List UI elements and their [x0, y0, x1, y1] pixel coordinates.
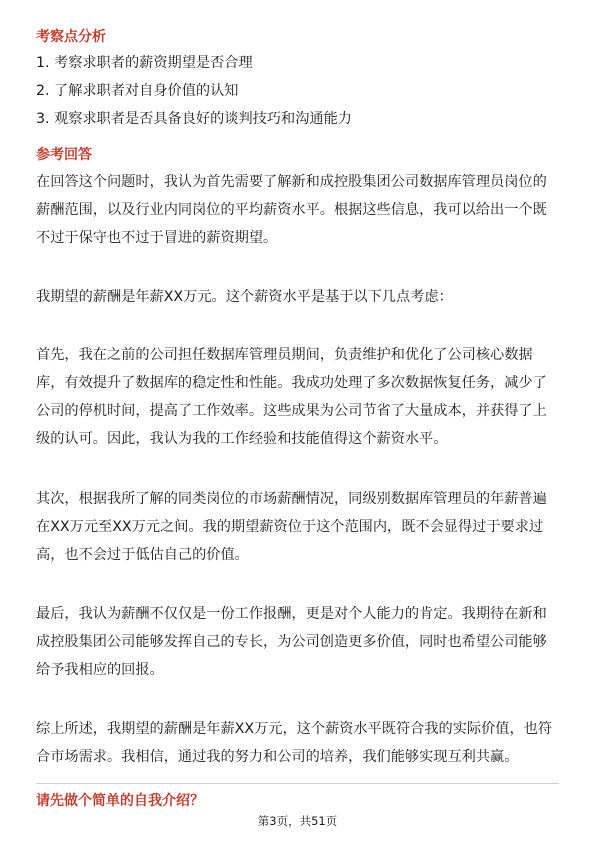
answer-line: 给予我相应的回报。	[36, 662, 164, 678]
answer-line: 高，也不会过于低估自己的价值。	[36, 547, 249, 563]
page-footer: 第3页，共51页	[257, 814, 338, 828]
answer-line: 首先，我在之前的公司担任数据库管理员期间，负责维护和优化了公司核心数据	[36, 347, 533, 363]
answer-line: 成控股集团公司能够发挥自己的专长，为公司创造更多价值，同时也希望公司能够	[36, 634, 547, 650]
answer-line: 库，有效提升了数据库的稳定性和性能。我成功处理了多次数据恢复任务，减少了	[36, 375, 547, 391]
answer-line: 不过于保守也不过于冒进的薪资期望。	[36, 230, 278, 246]
answer-line: 级的认可。因此，我认为我的工作经验和技能值得这个薪资水平。	[36, 431, 448, 447]
answer-line: 薪酬范围，以及行业内同岗位的平均薪资水平。根据这些信息，我可以给出一个既	[36, 202, 547, 218]
answer-line: 其次，根据我所了解的同类岗位的市场薪酬情况，同级别数据库管理员的年薪普遍	[36, 491, 547, 507]
answer-line: 合市场需求。我相信，通过我的努力和公司的培养，我们能够实现互利共赢。	[36, 749, 519, 765]
analysis-item: 2. 了解求职者对自身价值的认知	[36, 83, 239, 99]
analysis-item: 1. 考察求职者的薪资期望是否合理	[36, 55, 253, 71]
answer-line: 综上所述，我期望的薪酬是年薪XX万元，这个薪资水平既符合我的实际价值，也符	[36, 721, 553, 737]
next-question-heading: 请先做个简单的自我介绍？	[36, 793, 204, 809]
answer-line: 公司的停机时间，提高了工作效率。这些成果为公司节省了大量成本，并获得了上	[36, 403, 547, 419]
answer-line: 在XX万元至XX万元之间。我的期望薪资位于这个范围内，既不会显得过于要求过	[36, 519, 544, 535]
answer-heading: 参考回答	[36, 147, 92, 163]
answer-line: 在回答这个问题时，我认为首先需要了解新和成控股集团公司数据库管理员岗位的	[36, 174, 547, 190]
analysis-item: 3. 观察求职者是否具备良好的谈判技巧和沟通能力	[36, 111, 352, 127]
answer-line: 我期望的薪酬是年薪XX万元。这个薪资水平是基于以下几点考虑：	[36, 289, 453, 305]
section-divider	[36, 783, 559, 784]
answer-line: 最后，我认为薪酬不仅仅是一份工作报酬，更是对个人能力的肯定。我期待在新和	[36, 606, 547, 622]
analysis-heading: 考察点分析	[36, 29, 106, 45]
